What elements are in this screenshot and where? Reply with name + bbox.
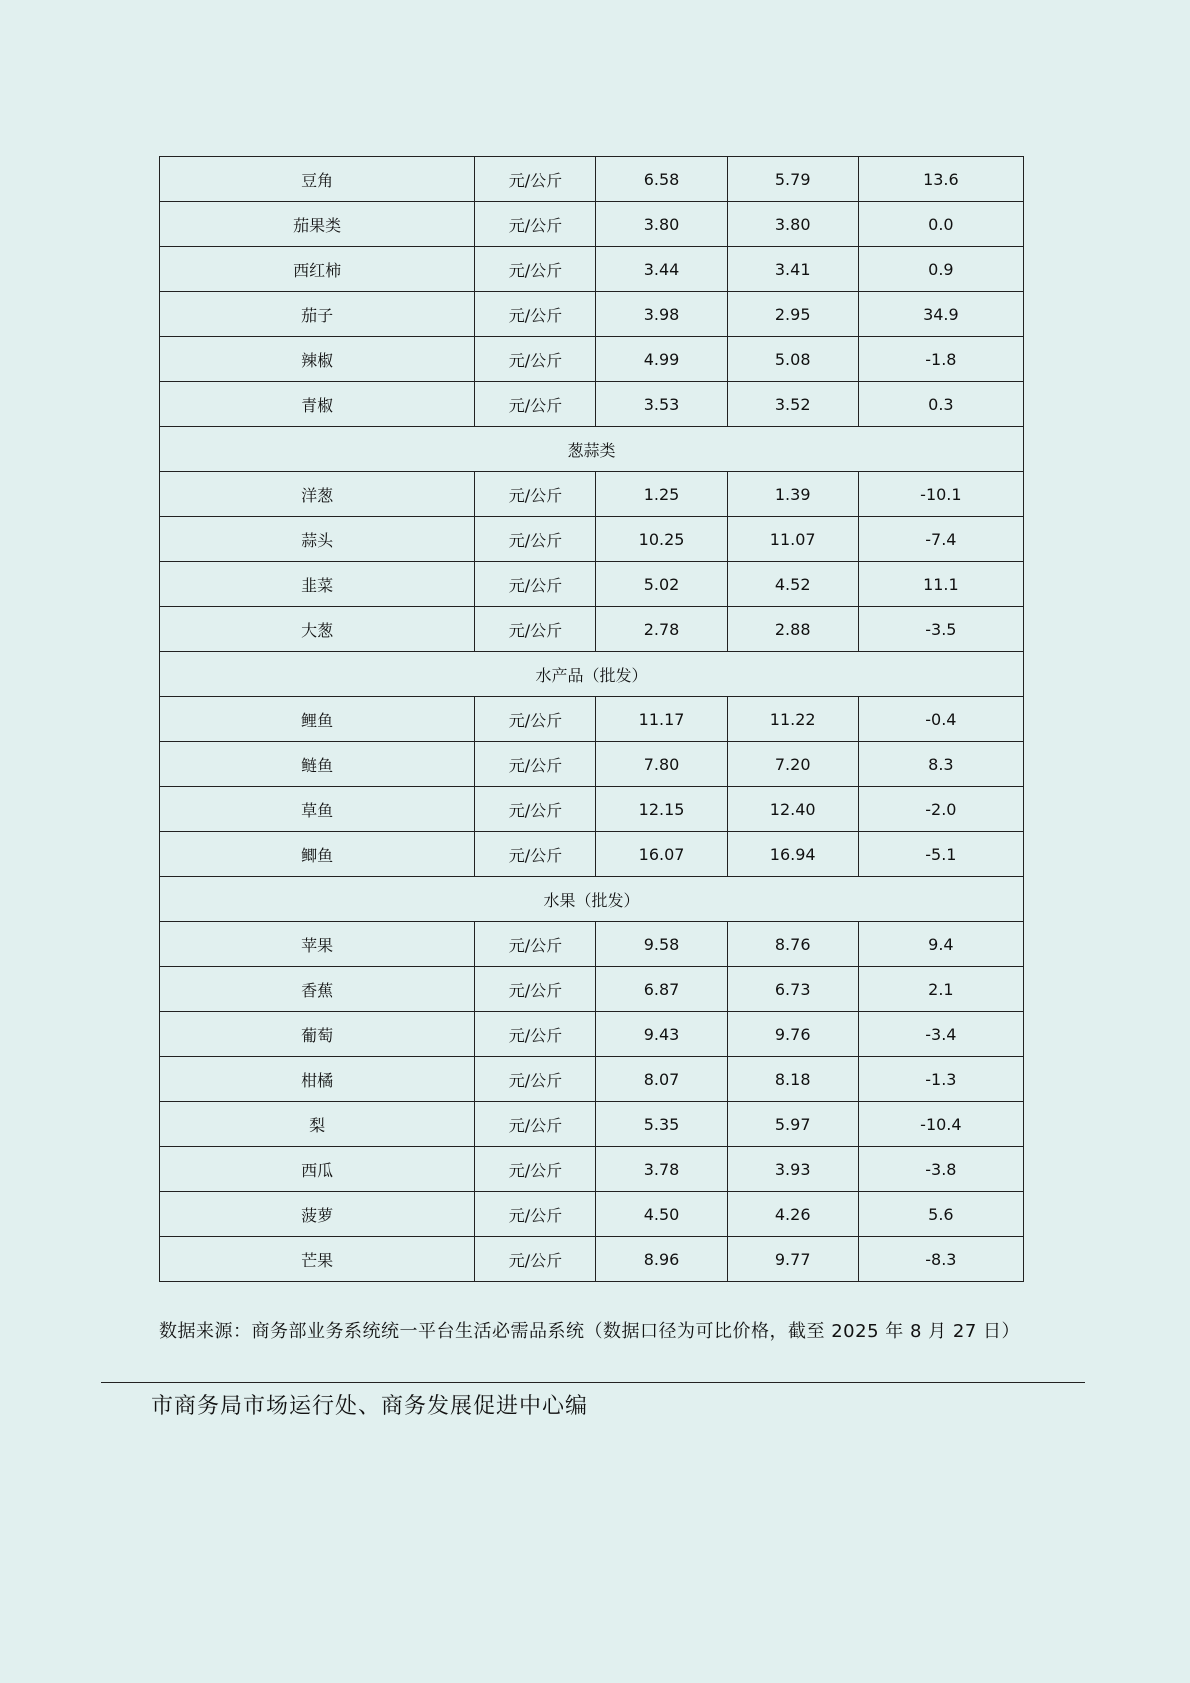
unit-cell: 元/公斤 xyxy=(475,742,596,787)
item-name-cell: 草鱼 xyxy=(160,787,475,832)
current-price-cell: 3.98 xyxy=(596,292,727,337)
unit-cell: 元/公斤 xyxy=(475,202,596,247)
table-row xyxy=(160,1147,1024,1192)
table-row xyxy=(160,1102,1024,1147)
change-percent-cell: -0.4 xyxy=(858,697,1023,742)
change-percent-cell: 5.6 xyxy=(858,1192,1023,1237)
previous-price-cell: 3.80 xyxy=(727,202,858,247)
previous-price-cell: 11.22 xyxy=(727,697,858,742)
item-name-cell: 菠萝 xyxy=(160,1192,475,1237)
table-row xyxy=(160,562,1024,607)
current-price-cell: 3.80 xyxy=(596,202,727,247)
unit-cell: 元/公斤 xyxy=(475,1057,596,1102)
table-row xyxy=(160,742,1024,787)
current-price-cell: 4.50 xyxy=(596,1192,727,1237)
item-name-cell: 梨 xyxy=(160,1102,475,1147)
section-header-cell: 葱蒜类 xyxy=(160,427,1024,472)
change-percent-cell: -10.1 xyxy=(858,472,1023,517)
change-percent-cell: -3.8 xyxy=(858,1147,1023,1192)
item-name-cell: 青椒 xyxy=(160,382,475,427)
table-row xyxy=(160,697,1024,742)
item-name-cell: 柑橘 xyxy=(160,1057,475,1102)
current-price-cell: 9.43 xyxy=(596,1012,727,1057)
previous-price-cell: 4.52 xyxy=(727,562,858,607)
item-name-cell: 芒果 xyxy=(160,1237,475,1282)
current-price-cell: 6.87 xyxy=(596,967,727,1012)
previous-price-cell: 2.95 xyxy=(727,292,858,337)
change-percent-cell: -3.4 xyxy=(858,1012,1023,1057)
current-price-cell: 3.53 xyxy=(596,382,727,427)
previous-price-cell: 3.93 xyxy=(727,1147,858,1192)
change-percent-cell: 9.4 xyxy=(858,922,1023,967)
current-price-cell: 3.78 xyxy=(596,1147,727,1192)
section-header-cell: 水产品（批发） xyxy=(160,652,1024,697)
current-price-cell: 10.25 xyxy=(596,517,727,562)
unit-cell: 元/公斤 xyxy=(475,967,596,1012)
change-percent-cell: -1.8 xyxy=(858,337,1023,382)
unit-cell: 元/公斤 xyxy=(475,1147,596,1192)
unit-cell: 元/公斤 xyxy=(475,922,596,967)
table-row xyxy=(160,922,1024,967)
unit-cell: 元/公斤 xyxy=(475,787,596,832)
previous-price-cell: 9.76 xyxy=(727,1012,858,1057)
current-price-cell: 2.78 xyxy=(596,607,727,652)
current-price-cell: 1.25 xyxy=(596,472,727,517)
table-row xyxy=(160,247,1024,292)
previous-price-cell: 1.39 xyxy=(727,472,858,517)
table-row xyxy=(160,832,1024,877)
current-price-cell: 7.80 xyxy=(596,742,727,787)
current-price-cell: 9.58 xyxy=(596,922,727,967)
table-row xyxy=(160,202,1024,247)
current-price-cell: 8.96 xyxy=(596,1237,727,1282)
item-name-cell: 苹果 xyxy=(160,922,475,967)
item-name-cell: 鲢鱼 xyxy=(160,742,475,787)
item-name-cell: 韭菜 xyxy=(160,562,475,607)
footer-divider xyxy=(101,1382,1085,1383)
change-percent-cell: -1.3 xyxy=(858,1057,1023,1102)
change-percent-cell: -5.1 xyxy=(858,832,1023,877)
unit-cell: 元/公斤 xyxy=(475,157,596,202)
table-row xyxy=(160,517,1024,562)
item-name-cell: 西瓜 xyxy=(160,1147,475,1192)
current-price-cell: 11.17 xyxy=(596,697,727,742)
current-price-cell: 16.07 xyxy=(596,832,727,877)
change-percent-cell: 11.1 xyxy=(858,562,1023,607)
change-percent-cell: 2.1 xyxy=(858,967,1023,1012)
item-name-cell: 豆角 xyxy=(160,157,475,202)
previous-price-cell: 5.97 xyxy=(727,1102,858,1147)
table-row xyxy=(160,337,1024,382)
change-percent-cell: -8.3 xyxy=(858,1237,1023,1282)
unit-cell: 元/公斤 xyxy=(475,697,596,742)
change-percent-cell: 0.3 xyxy=(858,382,1023,427)
current-price-cell: 12.15 xyxy=(596,787,727,832)
table-row xyxy=(160,157,1024,202)
item-name-cell: 西红柿 xyxy=(160,247,475,292)
footer-editor-credit: 市商务局市场运行处、商务发展促进中心编 xyxy=(151,1394,589,1419)
change-percent-cell: 0.0 xyxy=(858,202,1023,247)
price-table xyxy=(159,156,1024,1282)
table-row xyxy=(160,787,1024,832)
previous-price-cell: 11.07 xyxy=(727,517,858,562)
item-name-cell: 茄子 xyxy=(160,292,475,337)
previous-price-cell: 9.77 xyxy=(727,1237,858,1282)
previous-price-cell: 4.26 xyxy=(727,1192,858,1237)
item-name-cell: 大葱 xyxy=(160,607,475,652)
table-row xyxy=(160,1012,1024,1057)
current-price-cell: 5.35 xyxy=(596,1102,727,1147)
table-section-row xyxy=(160,427,1024,472)
previous-price-cell: 12.40 xyxy=(727,787,858,832)
table-row xyxy=(160,1192,1024,1237)
previous-price-cell: 7.20 xyxy=(727,742,858,787)
unit-cell: 元/公斤 xyxy=(475,517,596,562)
unit-cell: 元/公斤 xyxy=(475,1012,596,1057)
unit-cell: 元/公斤 xyxy=(475,382,596,427)
previous-price-cell: 6.73 xyxy=(727,967,858,1012)
table-row xyxy=(160,1237,1024,1282)
change-percent-cell: 13.6 xyxy=(858,157,1023,202)
table-row xyxy=(160,292,1024,337)
change-percent-cell: -7.4 xyxy=(858,517,1023,562)
table-row xyxy=(160,607,1024,652)
previous-price-cell: 16.94 xyxy=(727,832,858,877)
table-row xyxy=(160,967,1024,1012)
previous-price-cell: 8.76 xyxy=(727,922,858,967)
current-price-cell: 4.99 xyxy=(596,337,727,382)
previous-price-cell: 3.41 xyxy=(727,247,858,292)
unit-cell: 元/公斤 xyxy=(475,247,596,292)
table-row xyxy=(160,472,1024,517)
table-section-row xyxy=(160,652,1024,697)
unit-cell: 元/公斤 xyxy=(475,472,596,517)
current-price-cell: 3.44 xyxy=(596,247,727,292)
unit-cell: 元/公斤 xyxy=(475,832,596,877)
previous-price-cell: 2.88 xyxy=(727,607,858,652)
unit-cell: 元/公斤 xyxy=(475,337,596,382)
table-row xyxy=(160,1057,1024,1102)
change-percent-cell: 8.3 xyxy=(858,742,1023,787)
data-source-note: 数据来源：商务部业务系统统一平台生活必需品系统（数据口径为可比价格，截至 2025 年 8 月 27 日） xyxy=(159,1321,1020,1342)
change-percent-cell: -3.5 xyxy=(858,607,1023,652)
change-percent-cell: 34.9 xyxy=(858,292,1023,337)
item-name-cell: 蒜头 xyxy=(160,517,475,562)
table-section-row xyxy=(160,877,1024,922)
item-name-cell: 葡萄 xyxy=(160,1012,475,1057)
current-price-cell: 8.07 xyxy=(596,1057,727,1102)
unit-cell: 元/公斤 xyxy=(475,1192,596,1237)
change-percent-cell: 0.9 xyxy=(858,247,1023,292)
item-name-cell: 香蕉 xyxy=(160,967,475,1012)
unit-cell: 元/公斤 xyxy=(475,1237,596,1282)
previous-price-cell: 5.79 xyxy=(727,157,858,202)
price-table-body xyxy=(160,157,1024,1282)
item-name-cell: 鲫鱼 xyxy=(160,832,475,877)
unit-cell: 元/公斤 xyxy=(475,607,596,652)
previous-price-cell: 5.08 xyxy=(727,337,858,382)
unit-cell: 元/公斤 xyxy=(475,1102,596,1147)
item-name-cell: 鲤鱼 xyxy=(160,697,475,742)
table-row xyxy=(160,382,1024,427)
change-percent-cell: -10.4 xyxy=(858,1102,1023,1147)
current-price-cell: 5.02 xyxy=(596,562,727,607)
previous-price-cell: 3.52 xyxy=(727,382,858,427)
item-name-cell: 茄果类 xyxy=(160,202,475,247)
previous-price-cell: 8.18 xyxy=(727,1057,858,1102)
item-name-cell: 辣椒 xyxy=(160,337,475,382)
item-name-cell: 洋葱 xyxy=(160,472,475,517)
section-header-cell: 水果（批发） xyxy=(160,877,1024,922)
unit-cell: 元/公斤 xyxy=(475,292,596,337)
current-price-cell: 6.58 xyxy=(596,157,727,202)
unit-cell: 元/公斤 xyxy=(475,562,596,607)
change-percent-cell: -2.0 xyxy=(858,787,1023,832)
